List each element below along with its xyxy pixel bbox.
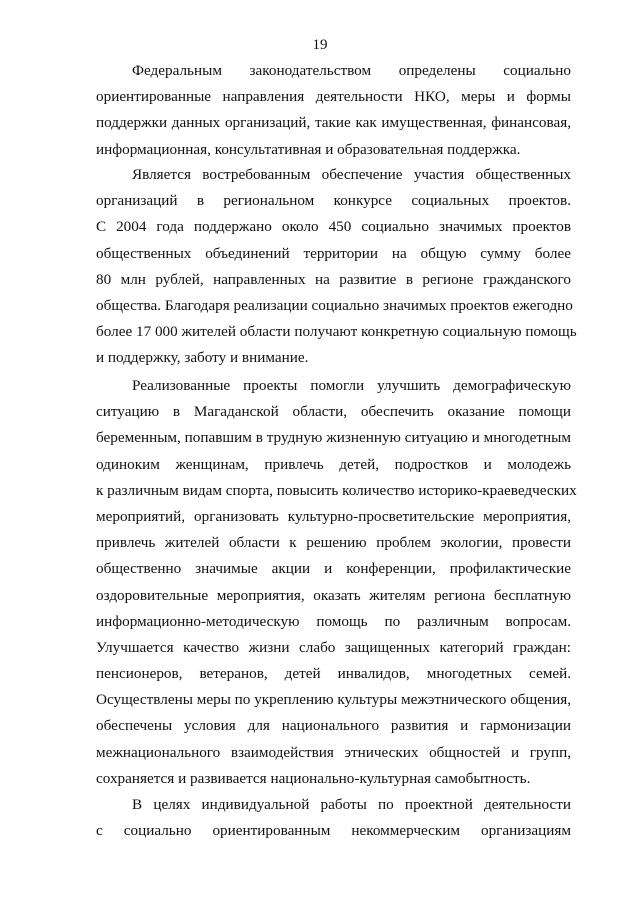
text-line: поддержки данных организаций, такие как имущественная, финансовая, xyxy=(96,114,571,132)
text-line: организаций в региональном конкурсе социальных проектов. xyxy=(96,192,571,210)
text-line: информационно-методическую помощь по различным вопросам. xyxy=(96,612,571,630)
text-line: общественных объединений территории на общую сумму более xyxy=(96,244,571,262)
text-line: ситуацию в Магаданской области, обеспечить оказание помощи xyxy=(96,403,571,421)
text-line: Реализованные проекты помогли улучшить демографическую xyxy=(132,377,571,394)
text-line: межнационального взаимодействия этнических общностей и групп, xyxy=(96,743,571,761)
text-line: одиноким женщинам, привлечь детей, подростков и молодежь xyxy=(96,455,571,473)
page-number: 19 xyxy=(312,37,328,53)
paragraph-3 xyxy=(96,373,577,792)
text-line: ориентированные направления деятельности НКО, меры и формы xyxy=(96,88,571,106)
text-line: сохраняется и развивается национально-культурная самобытность. xyxy=(96,769,531,787)
paragraph-1 xyxy=(96,58,571,163)
text-line: привлечь жителей области к решению проблем экологии, провести xyxy=(96,534,571,552)
text-line: с социально ориентированным некоммерческим организациям xyxy=(96,822,571,840)
text-line: мероприятий, организовать культурно-просветительские мероприятия, xyxy=(96,507,571,525)
text-line: Федеральным законодательством определены социально xyxy=(132,62,571,79)
text-line: обеспечены условия для национального развития и гармонизации xyxy=(96,717,571,735)
text-line: 80 млн рублей, направленных на развитие в регионе гражданского xyxy=(96,270,571,288)
paragraph-2 xyxy=(96,162,577,372)
text-line: беременным, попавшим в трудную жизненную ситуацию и многодетным xyxy=(96,429,571,447)
text-line: информационная, консультативная и образовательная поддержка. xyxy=(96,140,521,158)
text-line: и поддержку, заботу и внимание. xyxy=(96,349,309,367)
text-line: к различным видам спорта, повысить количество историко-краеведческих xyxy=(96,481,577,499)
paragraph-4 xyxy=(96,792,571,844)
text-line: общества. Благодаря реализации социально значимых проектов ежегодно xyxy=(96,296,573,314)
text-line: В целях индивидуальной работы по проектной деятельности xyxy=(132,796,571,813)
text-line: Осуществлены меры по укреплению культуры межэтнического общения, xyxy=(96,691,571,709)
text-line: общественно значимые акции и конференции, профилактические xyxy=(96,560,571,578)
text-line: пенсионеров, ветеранов, детей инвалидов, многодетных семей. xyxy=(96,665,571,683)
text-line: оздоровительные мероприятия, оказать жителям региона бесплатную xyxy=(96,586,571,604)
text-line: Улучшается качество жизни слабо защищенных категорий граждан: xyxy=(96,638,571,656)
text-line: Является востребованным обеспечение участия общественных xyxy=(132,166,571,183)
text-line: более 17 000 жителей области получают конкретную социальную помощь xyxy=(96,323,577,341)
text-line: С 2004 года поддержано около 450 социально значимых проектов xyxy=(96,218,571,236)
